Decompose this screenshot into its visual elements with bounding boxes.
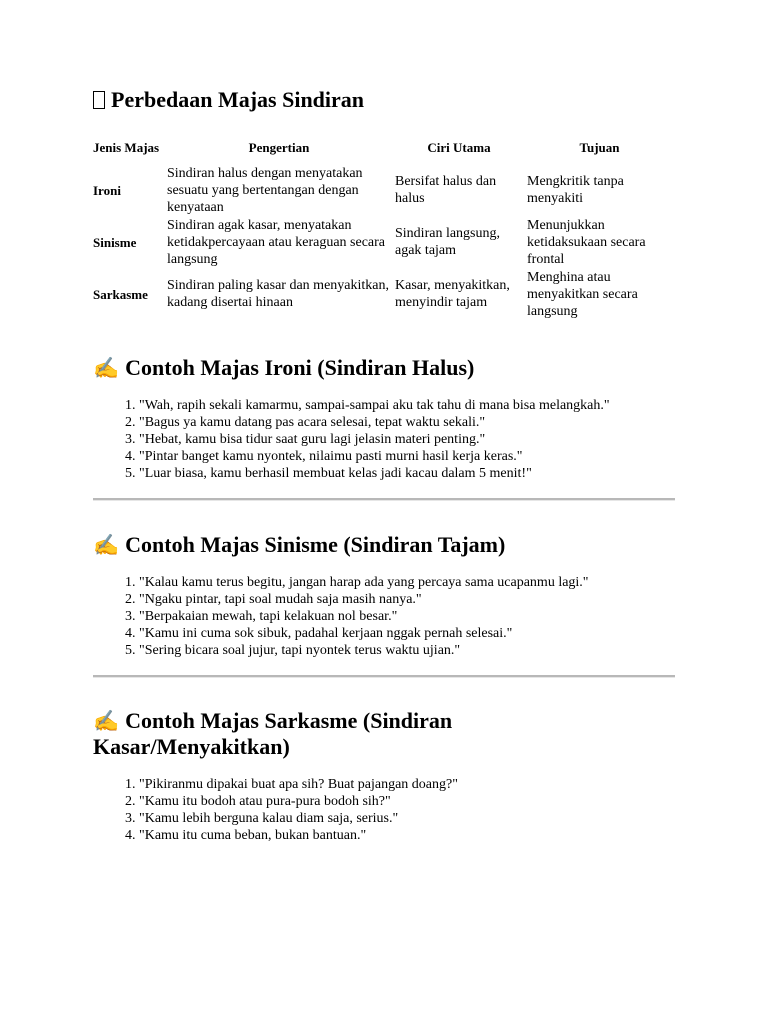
list-item: 1. "Wah, rapih sekali kamarmu, sampai-sampai aku tak tahu di mana bisa melangkah." bbox=[139, 397, 677, 414]
cell-tujuan: Menghina atau menyakitkan secara langsung bbox=[527, 269, 638, 319]
list-item: 3. "Berpakaian mewah, tapi kelakuan nol besar." bbox=[139, 608, 677, 625]
cell-jenis: Sarkasme bbox=[93, 286, 148, 302]
cell-jenis: Ironi bbox=[93, 182, 121, 198]
horizontal-divider bbox=[93, 498, 675, 501]
table-header-row bbox=[91, 130, 674, 164]
writing-hand-icon: ✍ bbox=[93, 356, 120, 380]
cell-ciri: Bersifat halus dan halus bbox=[395, 174, 497, 206]
table-row bbox=[91, 268, 674, 320]
header-ciri-utama: Ciri Utama bbox=[427, 139, 491, 155]
page-title bbox=[93, 86, 364, 114]
section-heading-text: Contoh Majas Sarkasme (Sindiran Kasar/Menyakitkan) bbox=[93, 708, 453, 759]
list-item: 4. "Pintar banget kamu nyontek, nilaimu pasti murni hasil kerja keras." bbox=[139, 448, 677, 465]
header-pengertian: Pengertian bbox=[248, 139, 310, 155]
list-item: 2. "Kamu itu bodoh atau pura-pura bodoh sih?" bbox=[139, 793, 677, 810]
section-heading-text: Contoh Majas Sinisme (Sindiran Tajam) bbox=[125, 532, 506, 557]
example-list bbox=[93, 574, 677, 659]
cell-ciri: Kasar, menyakitkan, menyindir tajam bbox=[395, 278, 510, 310]
list-item: 4. "Kamu itu cuma beban, bukan bantuan." bbox=[139, 827, 677, 844]
missing-glyph-icon bbox=[93, 91, 105, 109]
cell-tujuan: Menunjukkan ketidaksukaan secara frontal bbox=[527, 217, 646, 267]
section-sarkasme bbox=[93, 708, 677, 844]
cell-pengertian: Sindiran paling kasar dan menyakitkan, kadang disertai hinaan bbox=[167, 278, 389, 310]
table-row bbox=[91, 164, 674, 216]
list-item: 1. "Pikiranmu dipakai buat apa sih? Buat pajangan doang?" bbox=[139, 776, 677, 793]
section-heading bbox=[93, 708, 513, 760]
section-heading-text: Contoh Majas Ironi (Sindiran Halus) bbox=[125, 355, 475, 380]
section-sinisme bbox=[93, 532, 677, 659]
table-row bbox=[91, 216, 674, 268]
comparison-table bbox=[91, 130, 674, 320]
page-title-text: Perbedaan Majas Sindiran bbox=[111, 87, 365, 112]
section-ironi bbox=[93, 355, 677, 482]
list-item: 5. "Luar biasa, kamu berhasil membuat kelas jadi kacau dalam 5 menit!" bbox=[139, 465, 677, 482]
list-item: 4. "Kamu ini cuma sok sibuk, padahal kerjaan nggak pernah selesai." bbox=[139, 625, 677, 642]
list-item: 2. "Bagus ya kamu datang pas acara selesai, tepat waktu sekali." bbox=[139, 414, 677, 431]
header-tujuan: Tujuan bbox=[579, 139, 620, 155]
list-item: 2. "Ngaku pintar, tapi soal mudah saja masih nanya." bbox=[139, 591, 677, 608]
cell-pengertian: Sindiran agak kasar, menyatakan ketidakpercayaan atau keraguan secara langsung bbox=[167, 217, 386, 267]
section-heading bbox=[93, 532, 677, 558]
list-item: 3. "Hebat, kamu bisa tidur saat guru lagi jelasin materi penting." bbox=[139, 431, 677, 448]
example-list bbox=[93, 776, 677, 844]
cell-jenis: Sinisme bbox=[93, 234, 137, 250]
header-jenis-majas: Jenis Majas bbox=[93, 139, 160, 155]
writing-hand-icon: ✍ bbox=[93, 533, 120, 557]
horizontal-divider bbox=[93, 675, 675, 678]
cell-ciri: Sindiran langsung, agak tajam bbox=[395, 226, 500, 258]
list-item: 5. "Sering bicara soal jujur, tapi nyontek terus waktu ujian." bbox=[139, 642, 677, 659]
cell-tujuan: Mengkritik tanpa menyakiti bbox=[527, 174, 624, 206]
section-heading bbox=[93, 355, 677, 381]
writing-hand-icon: ✍ bbox=[93, 709, 120, 733]
cell-pengertian: Sindiran halus dengan menyatakan sesuatu yang bertentangan dengan kenyataan bbox=[167, 165, 363, 215]
list-item: 3. "Kamu lebih berguna kalau diam saja, serius." bbox=[139, 810, 677, 827]
list-item: 1. "Kalau kamu terus begitu, jangan harap ada yang percaya sama ucapanmu lagi." bbox=[139, 574, 677, 591]
example-list bbox=[93, 397, 677, 482]
